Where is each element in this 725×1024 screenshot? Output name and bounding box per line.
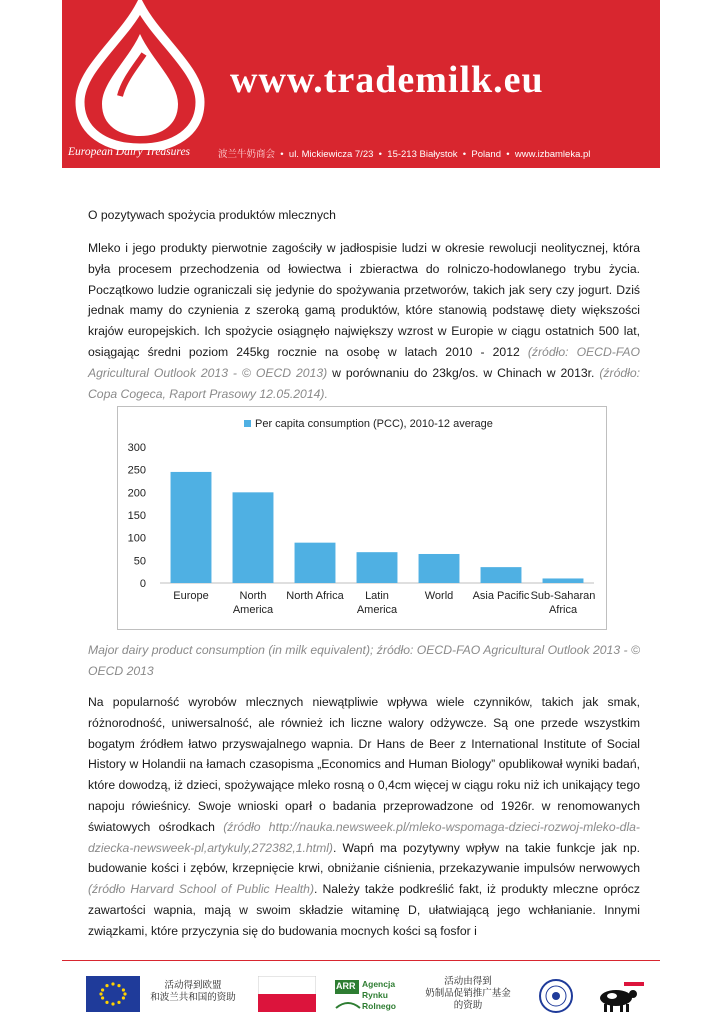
x-tick-label-line: Europe — [173, 590, 209, 602]
milk-drop-logo — [62, 0, 232, 150]
y-tick-label: 50 — [133, 555, 146, 568]
header-banner — [62, 0, 660, 168]
eu-funding-note — [148, 980, 238, 1004]
x-tick-label — [286, 590, 344, 602]
x-tick-label-line: World — [424, 590, 454, 602]
x-tick-label-line: North — [239, 590, 267, 602]
arr-agency-logo — [334, 978, 396, 1016]
paragraph-2-text-b: . Wapń ma pozytywny wpływ na takie funkcje jak np. budowanie kości i zębów, krzepnięcie krwi, obniżanie ciśnienia, przekazywanie impulsów nerwowych — [88, 840, 640, 876]
y-tick-label: 200 — [127, 487, 146, 500]
promotion-fund-note — [412, 976, 524, 1012]
source-citation-copa: (źródło: Copa Cogeca, Raport Prasowy 12.05.2014). — [88, 365, 640, 401]
x-tick-label — [425, 590, 454, 602]
paragraph-1 — [88, 238, 640, 404]
y-tick-label: 0 — [139, 578, 146, 590]
y-tick-label: 100 — [127, 532, 146, 545]
x-tick-label-line: North Africa — [286, 590, 344, 602]
bar-chart — [117, 406, 607, 630]
x-tick-label-line: Africa — [548, 604, 578, 616]
site-url-title: www.trademilk.eu — [230, 59, 544, 101]
eu-flag-icon — [86, 976, 140, 1012]
x-tick-label-line: America — [232, 604, 274, 616]
y-tick-label: 300 — [127, 442, 146, 454]
paragraph-2 — [88, 692, 640, 942]
bar-7 — [543, 578, 584, 583]
bar-2 — [233, 492, 274, 583]
bar-6 — [481, 567, 522, 583]
address-city: 15-213 Białystok — [387, 149, 458, 160]
paragraph-1-text: Mleko i jego produkty pierwotnie zagościły w jadłospisie ludzi w okresie rewolucji neolitycznej, która była procesem przechodzenia od łowiectwa i zbieractwa do rolniczo-hodowlanego trybu życia. Początkowo ludzie ograniczali się jedynie do spożywania przetworów, takich jak sery czy jogurt. Dziś jednak mamy do czynienia z szeroką gamą produktów, które stanowią podstawę diety większości krajów europejskich. Ich spożycie osiągnęło największy wzrost w Europie w ciągu ostatnich 500 lat, osiągając średni poziom 245kg rocznie na osobę w latach 2010 - 2012 — [88, 241, 640, 359]
arr-word-3: Rolnego — [362, 1001, 396, 1011]
bar-4 — [357, 552, 398, 583]
address-line: 波兰牛奶商会 • ul. Mickiewicza 7/23 • 15-213 Białystok • Poland • www.izbamleka.pl — [218, 149, 591, 160]
x-tick-label — [173, 590, 208, 602]
legend-label: Per capita consumption (PCC), 2010-12 average — [255, 418, 493, 430]
dairy-seal-icon — [538, 978, 574, 1014]
address-website: www.izbamleka.pl — [514, 149, 591, 160]
bar-1 — [171, 472, 212, 583]
x-tick-label-line: Sub-Saharan — [530, 590, 596, 602]
paragraph-1-mid: w porównaniu do 23kg/os. w Chinach w 2013r. — [327, 365, 600, 380]
arr-abbrev: ARR — [336, 981, 356, 991]
x-tick-label-line: Asia Pacific — [472, 590, 530, 602]
promotion-fund-note-line-2: 奶制品促销推广基金 — [425, 988, 511, 999]
x-tick-label — [531, 590, 596, 616]
bar-5 — [419, 554, 460, 583]
article-title: O pozytywach spożycia produktów mlecznych — [88, 208, 336, 222]
source-citation-oecd: (źródło: OECD-FAO Agricultural Outlook 2013 - © OECD 2013) — [88, 344, 640, 380]
chamber-name-chinese: 波兰牛奶商会 — [218, 149, 276, 160]
arr-word-1: Agencja — [362, 979, 396, 989]
x-tick-label — [357, 590, 398, 616]
promotion-fund-note-line-3: 的资助 — [453, 1000, 483, 1011]
address-street: ul. Mickiewicza 7/23 — [288, 149, 374, 160]
chart-canvas — [118, 407, 606, 629]
chart-caption: Major dairy product consumption (in milk equivalent); źródło: OECD-FAO Agricultural Outlook 2013 - © OECD 2013 — [88, 643, 640, 678]
paragraph-2-text-c: . Należy także podkreślić fakt, iż produkty mleczne oprócz zawartości wapnia, mają w swoim składzie witaminę D, ułatwiającą jego wchłanianie. Innymi związkami, które przyczynia się do budowania mocnych kości są fosfor i — [88, 882, 640, 938]
x-tick-label — [233, 590, 274, 616]
y-tick-label: 250 — [127, 464, 146, 477]
eu-funding-note-line-1: 活动得到欧盟 — [164, 980, 222, 991]
eu-funding-note-line-2: 和波兰共和国的资助 — [150, 992, 236, 1003]
paragraph-2-text-a: Na popularność wyrobów mlecznych niewątpliwie wpływa wiele czynników, takich jak smak, różnorodność, uniwersalność, ale również ich liczne walory odżywcze. Są one przede wszystkim bogatym źródłem łatwo przyswajalnego wapnia. Dr Hans de Beer z International Institute of Social History w Holandii na łamach czasopisma „Economics and Human Biology” opublikował wyniki badań, które dowodzą, iż dzieci, spożywające mleko rosną o 0,4cm więcej w ciągu roku niż ich unikający tego napoju rówieśnicy. Swoje wnioski oparł o badania przeprowadzone od 1926r. w renomowanych światowych ośrodkach — [88, 695, 640, 834]
source-citation-newsweek: (źródło http://nauka.newsweek.pl/mleko-wspomaga-dzieci-rozwoj-mleko-dla-dziecka-newsweek-pl,artykuly,272382,1.html) — [88, 819, 640, 855]
x-tick-label-line: America — [356, 604, 398, 616]
cow-logo-icon — [594, 978, 644, 1014]
poland-flag-icon — [258, 976, 316, 1012]
arr-word-2: Rynku — [362, 990, 388, 1000]
source-citation-harvard: (źródło Harvard School of Public Health) — [88, 882, 315, 897]
x-tick-label — [473, 590, 530, 602]
legend-swatch — [244, 420, 251, 427]
tagline: European Dairy Treasures — [68, 146, 191, 158]
x-tick-label-line: Latin — [365, 590, 389, 602]
address-country: Poland — [471, 149, 501, 160]
footer-divider — [62, 960, 660, 961]
bar-3 — [295, 543, 336, 583]
y-tick-label: 150 — [127, 510, 146, 522]
promotion-fund-note-line-1: 活动由得到 — [444, 976, 492, 987]
